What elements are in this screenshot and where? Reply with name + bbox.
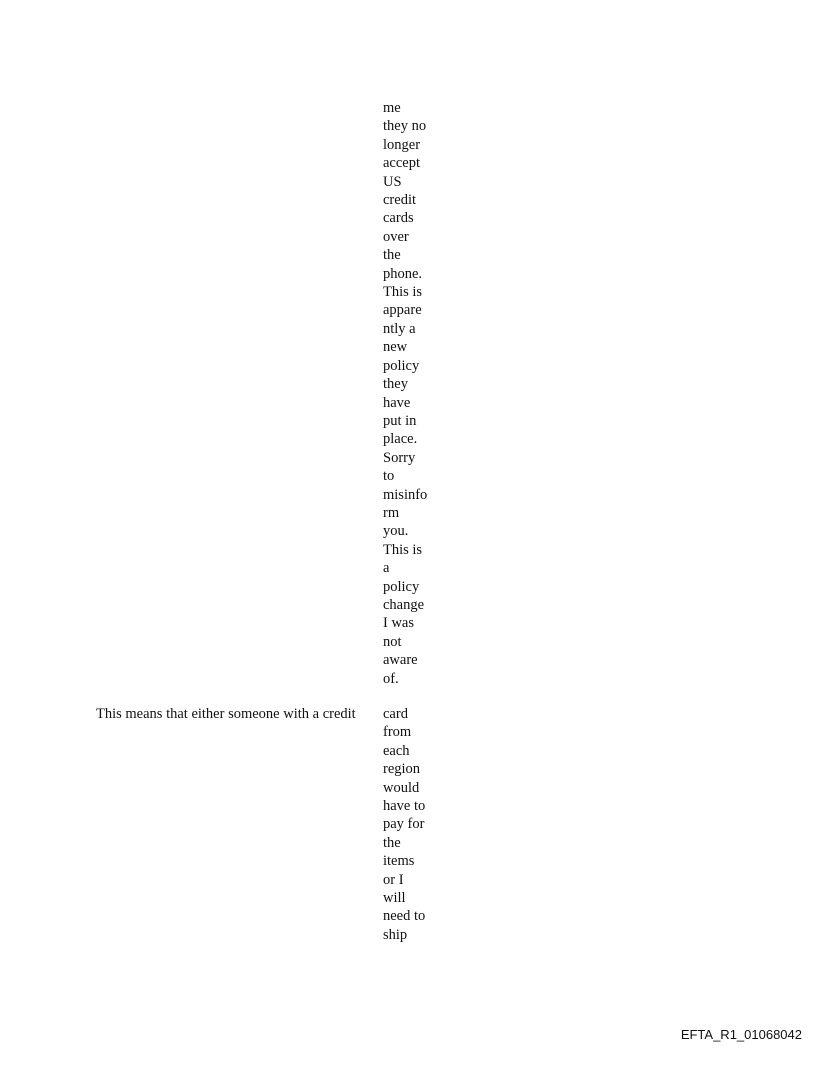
text-line: place. — [383, 431, 418, 448]
text-line: region — [383, 761, 421, 778]
text-line: will — [383, 890, 406, 907]
text-line: I was — [383, 615, 415, 632]
text-line: they no — [383, 118, 427, 135]
text-line: not — [383, 633, 402, 650]
text-line: This is — [383, 284, 423, 301]
text-line: rm — [383, 504, 400, 521]
text-line: the — [383, 247, 401, 264]
text-line: need to — [383, 908, 426, 925]
text-line: each — [383, 742, 410, 759]
text-line: items — [383, 853, 415, 870]
text-line: cards — [383, 210, 414, 227]
text-line: over — [383, 228, 409, 245]
text-line: put in — [383, 412, 417, 429]
text-line: ntly a — [383, 320, 416, 337]
document-id-stamp: EFTA_R1_01068042 — [680, 1027, 802, 1042]
text-line: new — [383, 339, 408, 356]
text-line: pay for — [383, 816, 425, 833]
narrow-text-column-2 — [383, 705, 443, 944]
text-line: appare — [383, 302, 422, 319]
paragraph-lead-text: This means that either someone with a credit — [96, 706, 356, 722]
text-line: credit — [383, 192, 417, 209]
text-line: phone. — [383, 265, 423, 282]
text-line: misinfo — [383, 486, 428, 503]
text-line: the — [383, 834, 401, 851]
text-line: would — [383, 779, 420, 796]
text-line: from — [383, 724, 412, 741]
text-line: change — [383, 596, 425, 613]
text-line: or I — [383, 871, 404, 888]
text-line: of. — [383, 670, 399, 687]
text-line: you. — [383, 523, 409, 540]
text-line: aware — [383, 652, 418, 669]
text-line: a — [383, 560, 390, 577]
text-line: they — [383, 376, 408, 393]
text-line: policy — [383, 357, 420, 374]
text-line: US — [383, 173, 402, 190]
text-line: me — [383, 100, 401, 116]
text-line: have — [383, 394, 411, 411]
text-line: policy — [383, 578, 420, 595]
text-line: to — [383, 468, 395, 485]
text-line: card — [383, 706, 408, 722]
narrow-text-column-1 — [383, 99, 443, 688]
text-line: have to — [383, 798, 426, 815]
text-line: longer — [383, 136, 421, 153]
text-line: accept — [383, 155, 421, 172]
text-line: Sorry — [383, 449, 416, 466]
text-line: This is — [383, 541, 423, 558]
text-line: ship — [383, 926, 408, 943]
